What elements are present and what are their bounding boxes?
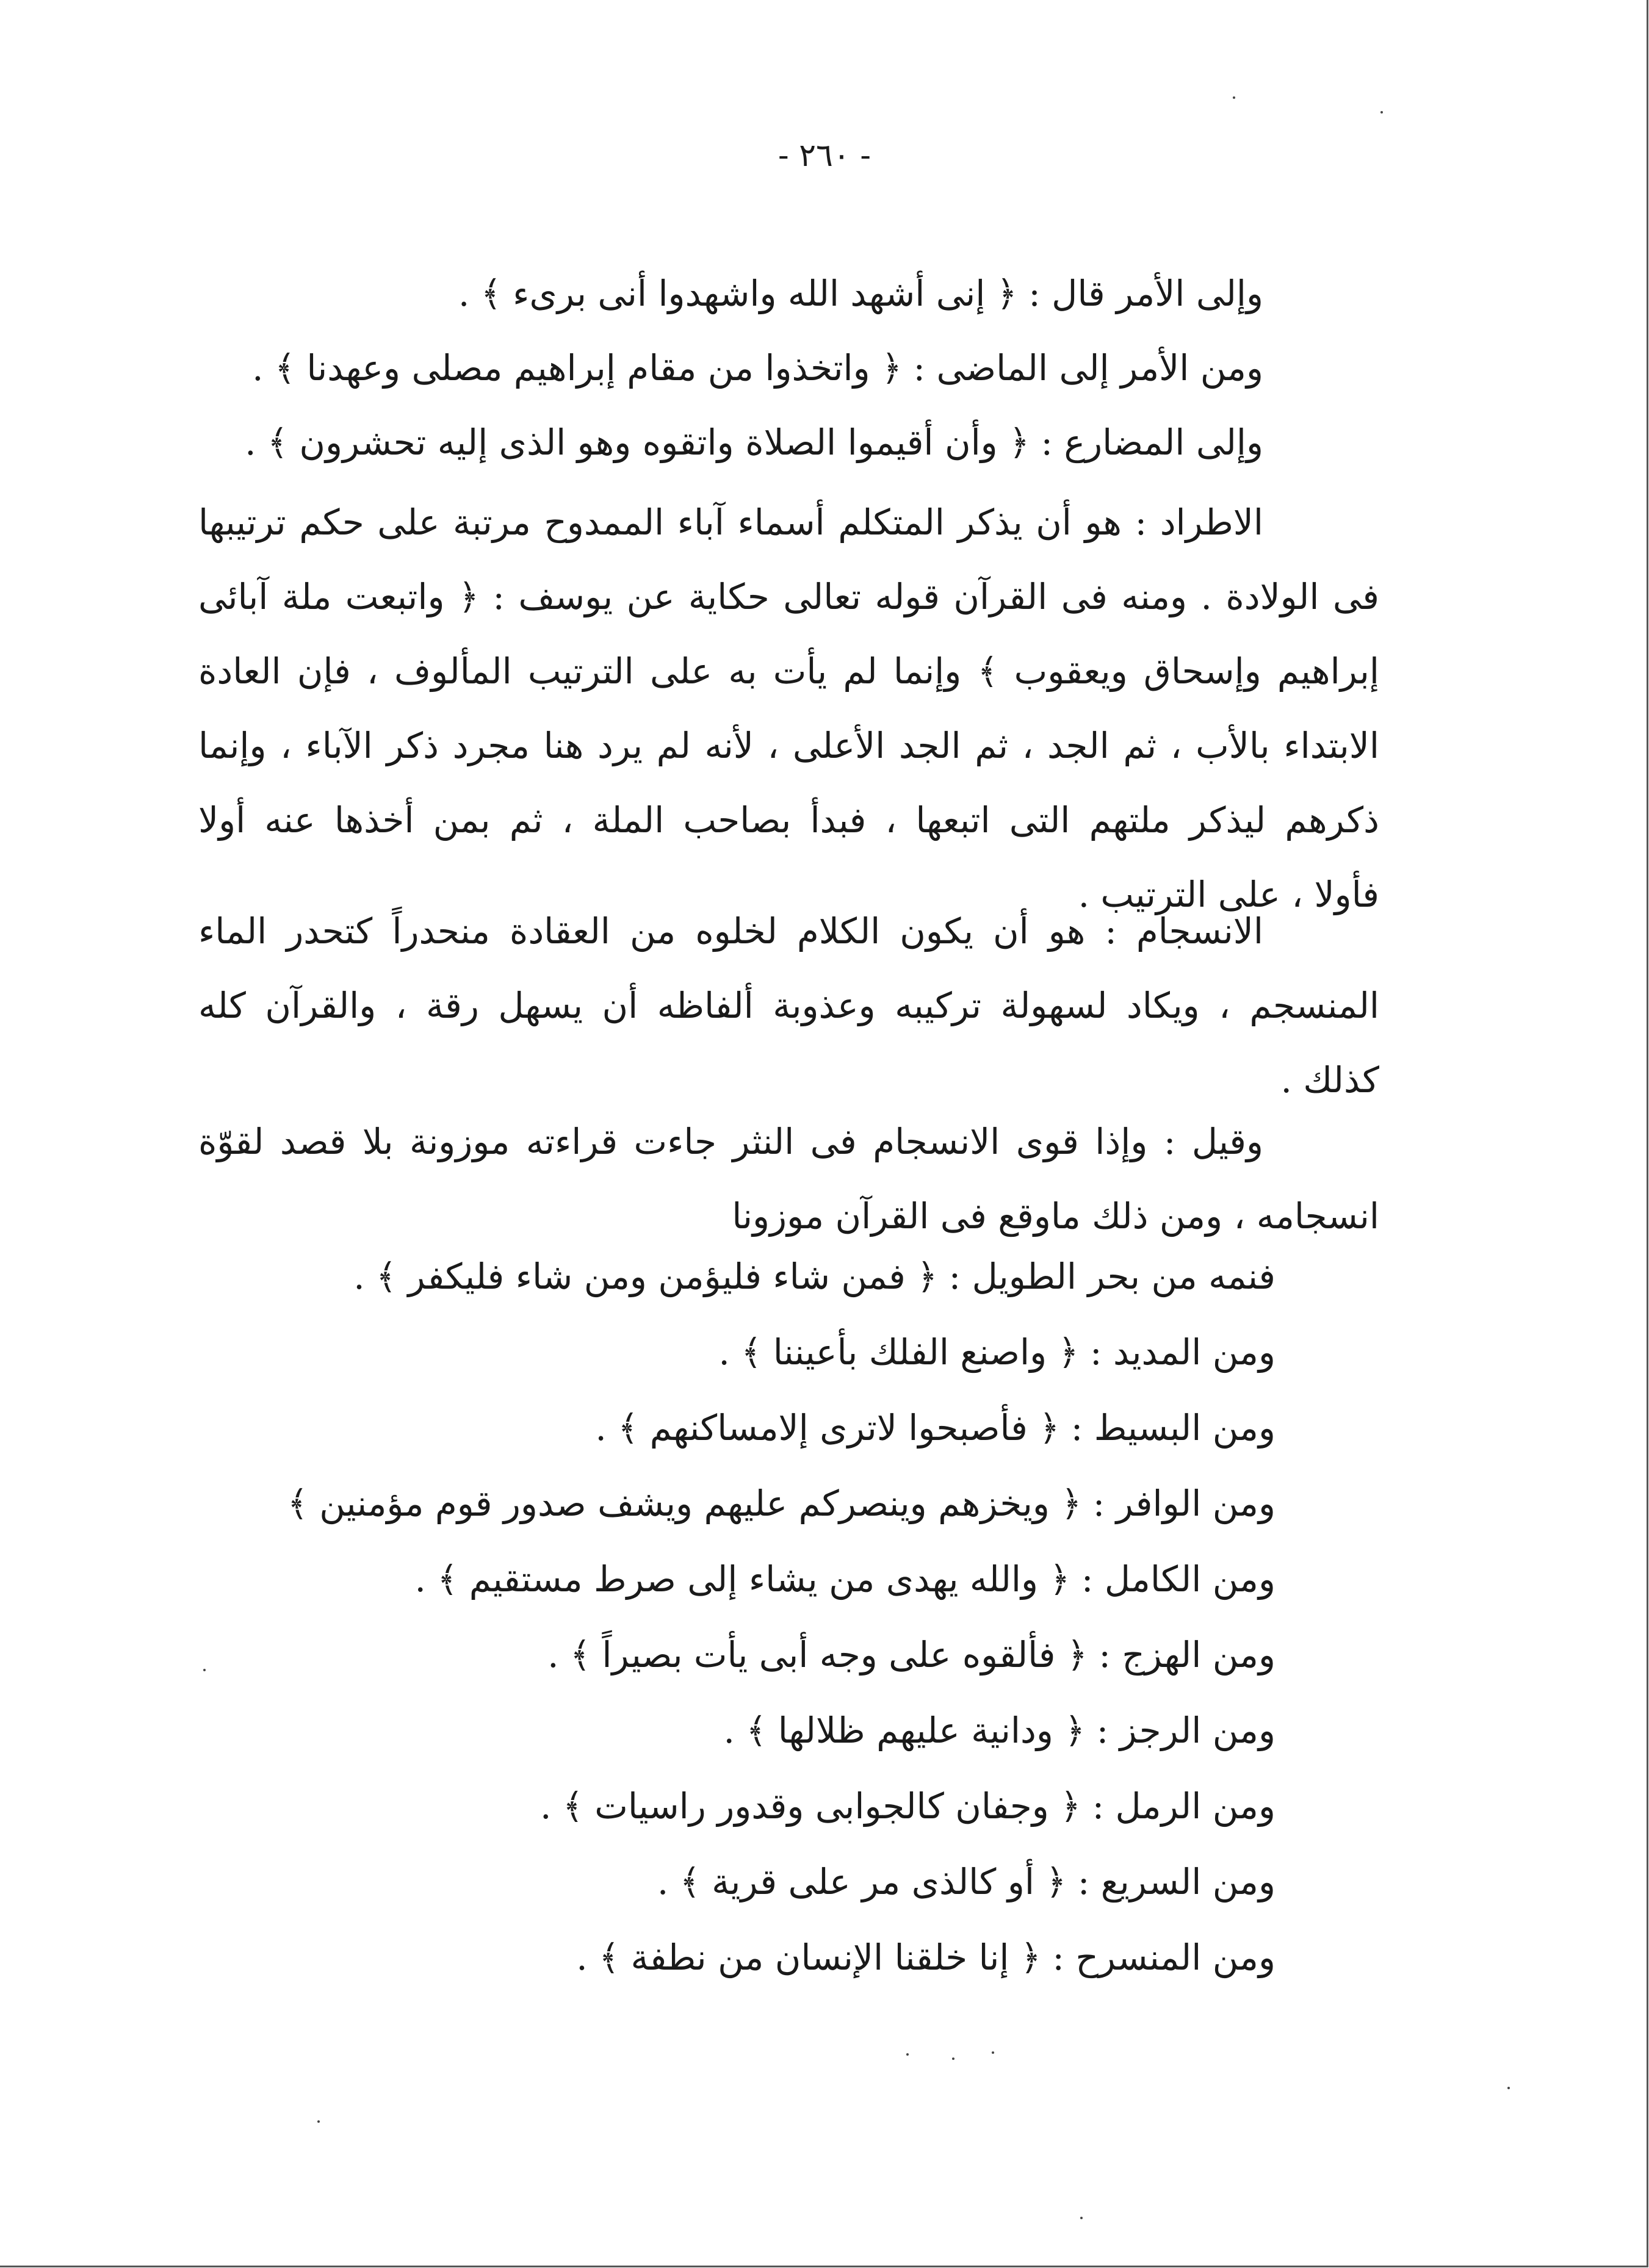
scan-speck (906, 2053, 909, 2056)
text-line: وقيل : وإذا قوى الانسجام فى النثر جاءت قراءته موزونة بلا قصد لقوّة (198, 1121, 1263, 1162)
meter-line: ومن الوافر : ﴿ ويخزهم وينصركم عليهم ويشف صدور قوم مؤمنين ﴾ (287, 1483, 1276, 1524)
text-line: إبراهيم وإسحاق ويعقوب ﴾ وإنما لم يأت به على الترتيب المألوف ، فإن العادة (198, 650, 1379, 692)
text-line: ذكرهم ليذكر ملتهم التى اتبعها ، فبدأ بصاحب الملة ، ثم بمن أخذها عنه أولا (198, 799, 1379, 841)
text-line: وإلى الأمر قال : ﴿ إنى أشهد الله واشهدوا أنى برىء ﴾ . (458, 273, 1263, 314)
scan-speck (992, 2051, 994, 2054)
text-line: الاطراد : هو أن يذكر المتكلم أسماء آباء الممدوح مرتبة على حكم ترتيبها (198, 502, 1263, 543)
scan-speck (317, 2120, 320, 2123)
meter-line: ومن الكامل : ﴿ والله يهدى من يشاء إلى صرط مستقيم ﴾ . (414, 1558, 1276, 1600)
qila-paragraph (198, 1104, 1379, 1253)
meter-line: ومن المنسرح : ﴿ إنا خلقنا الإنسان من نطفة ﴾ . (576, 1937, 1276, 1978)
meter-line: ومن المديد : ﴿ واصنع الفلك بأعيننا ﴾ . (718, 1331, 1276, 1373)
scan-speck (1507, 2087, 1510, 2089)
meter-line: ومن الرجز : ﴿ ودانية عليهم ظلالها ﴾ . (723, 1710, 1276, 1751)
scan-speck (1233, 96, 1235, 99)
meters-list (198, 1239, 1276, 1995)
meter-line: ومن الهزج : ﴿ فألقوه على وجه أبى يأت بصيراً ﴾ . (547, 1634, 1276, 1676)
insijam-paragraph (198, 894, 1379, 1117)
itrad-paragraph (198, 485, 1379, 932)
text-line: ومن الأمر إلى الماضى : ﴿ واتخذوا من مقام إبراهيم مصلى وعهدنا ﴾ . (252, 347, 1263, 389)
meter-line: ومن السريع : ﴿ أو كالذى مر على قرية ﴾ . (657, 1861, 1276, 1903)
text-line: الابتداء بالأب ، ثم الجد ، ثم الجد الأعلى ، لأنه لم يرد هنا مجرد ذكر الآباء ، وإنما (198, 725, 1379, 766)
text-line: المنسجم ، ويكاد لسهولة تركيبه وعذوبة ألفاظه أن يسهل رقة ، والقرآن كله (198, 985, 1379, 1026)
scan-speck (203, 1669, 206, 1671)
text-line: الانسجام : هو أن يكون الكلام لخلوه من العقادة منحدراً كتحدر الماء (198, 910, 1263, 952)
meter-line: ومن البسيط : ﴿ فأصبحوا لاترى إلامساكنهم ﴾ . (595, 1407, 1276, 1449)
text-line: فى الولادة . ومنه فى القرآن قوله تعالى حكاية عن يوسف : ﴿ واتبعت ملة آبائى (198, 576, 1379, 617)
scan-speck (952, 2057, 954, 2060)
text-line: كذلك . (1280, 1059, 1379, 1101)
meter-line: فنمه من بحر الطويل : ﴿ فمن شاء فليؤمن ومن شاء فليكفر ﴾ . (353, 1256, 1276, 1297)
scan-speck (1380, 111, 1383, 113)
text-line: وإلى المضارع : ﴿ وأن أقيموا الصلاة واتقوه وهو الذى إليه تحشرون ﴾ . (245, 422, 1263, 463)
opening-lines (198, 256, 1379, 480)
scan-speck (1080, 2217, 1083, 2219)
text-line: فأولا ، على الترتيب . (1078, 874, 1379, 915)
text-line: انسجامه ، ومن ذلك ماوقع فى القرآن موزونا (732, 1195, 1379, 1237)
page-number: - ٢٦٠ - (778, 137, 871, 174)
meter-line: ومن الرمل : ﴿ وجفان كالجوابى وقدور راسيات ﴾ . (539, 1785, 1276, 1827)
